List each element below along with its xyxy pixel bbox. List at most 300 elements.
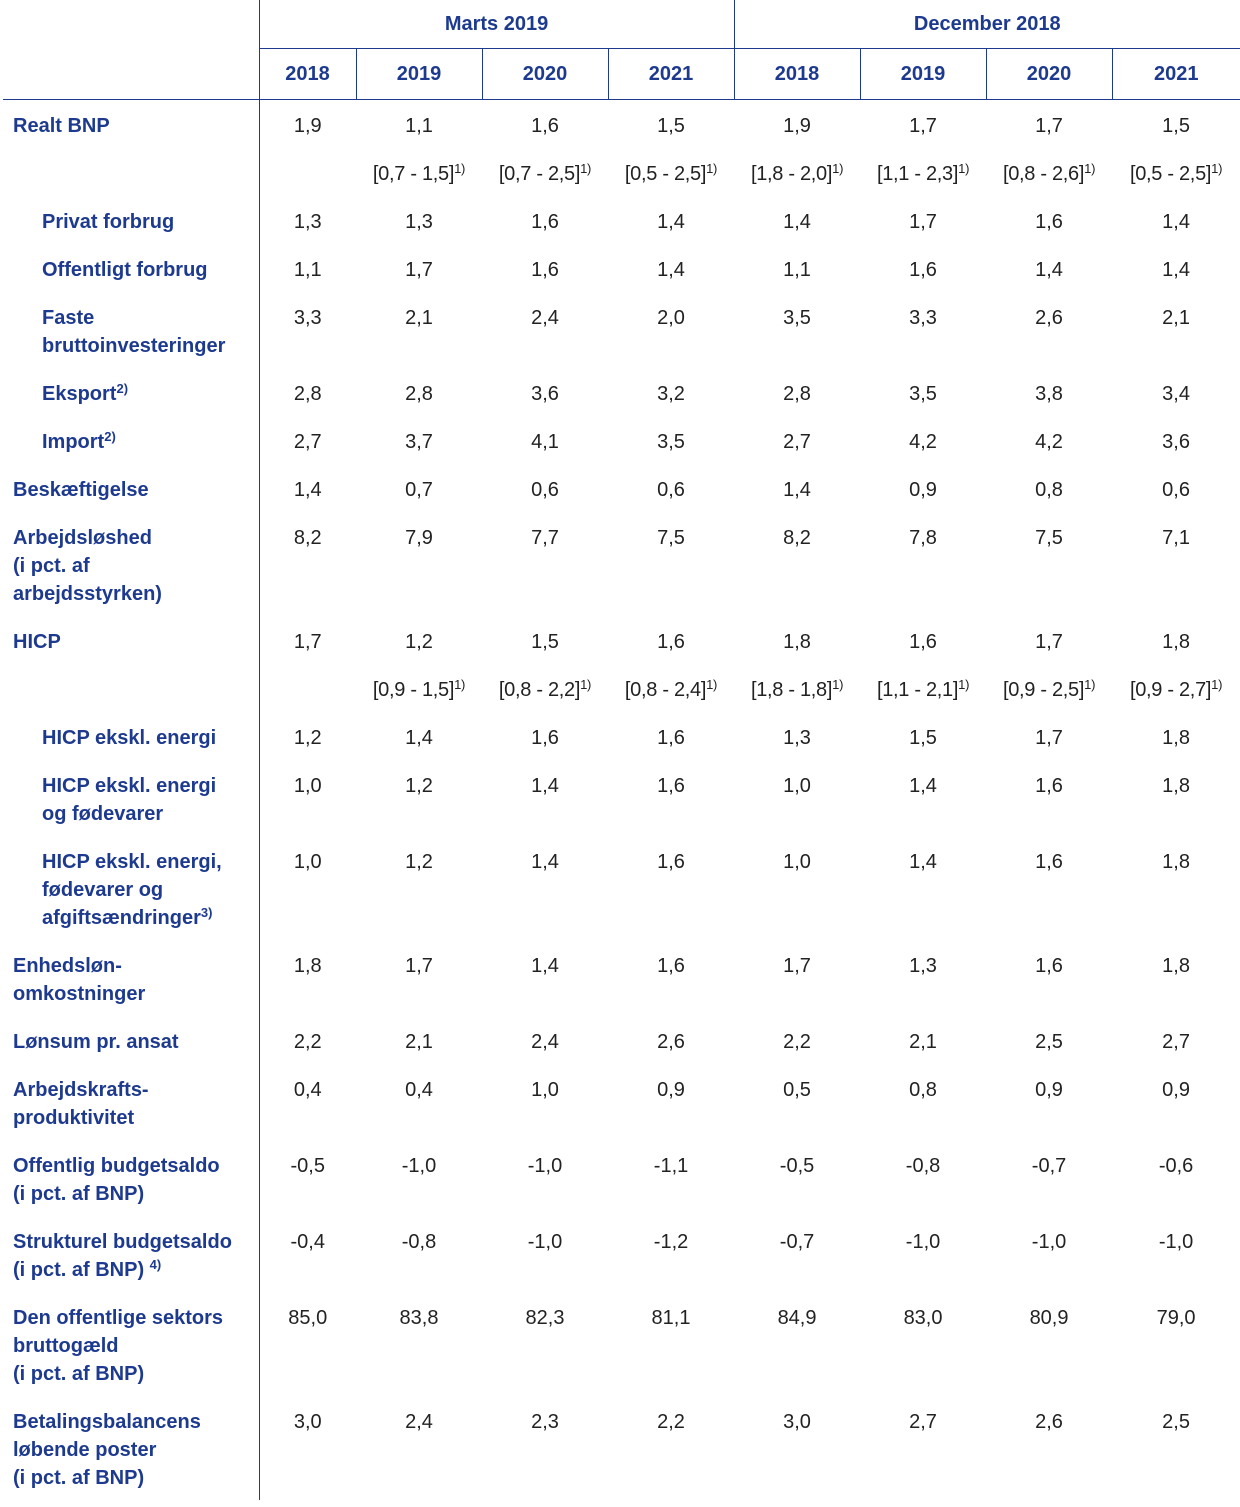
cell-text: 7,7	[531, 527, 559, 549]
row-label-line	[13, 1464, 259, 1492]
row-label	[3, 1064, 259, 1140]
row-label-line	[13, 1332, 259, 1360]
cell-text: 1,7	[293, 631, 322, 653]
value-cell	[608, 1064, 734, 1140]
row-label-text: HICP ekskl. energi,	[42, 851, 222, 873]
cell-text: 2,7	[909, 1411, 937, 1433]
cell-text: -0,4	[290, 1231, 325, 1253]
table-row	[3, 292, 1240, 368]
value-cell	[986, 1396, 1112, 1500]
value-cell	[734, 196, 860, 244]
interval-cell	[356, 664, 482, 712]
cell-text: 4,1	[531, 431, 559, 453]
year-header: 2019	[860, 49, 986, 100]
row-label-line	[42, 304, 259, 332]
value-cell	[860, 196, 986, 244]
interval-cell	[986, 664, 1112, 712]
cell-text: [1,8 - 1,8]	[750, 679, 833, 701]
value-cell	[1112, 1216, 1240, 1292]
cell-text: [1,1 - 2,3]	[876, 163, 959, 185]
cell-text: 1,6	[909, 631, 937, 653]
footnote-marker: 1)	[1084, 677, 1096, 692]
cell-text: -1,0	[905, 1231, 941, 1253]
header-corner-lower	[3, 49, 259, 100]
cell-text: -1,1	[653, 1155, 689, 1177]
value-cell	[259, 1292, 356, 1396]
value-cell	[482, 760, 608, 836]
year-header: 2019	[356, 49, 482, 100]
value-cell	[986, 196, 1112, 244]
value-cell	[259, 368, 356, 416]
value-cell	[356, 1016, 482, 1064]
value-cell	[860, 368, 986, 416]
group-header-december-2018: December 2018	[734, 0, 1240, 49]
value-cell	[986, 712, 1112, 760]
cell-text: 1,4	[1162, 259, 1190, 281]
cell-text: 1,8	[1162, 851, 1190, 873]
row-label	[3, 100, 259, 149]
value-cell	[259, 100, 356, 149]
value-cell	[986, 1064, 1112, 1140]
value-cell	[608, 940, 734, 1016]
cell-text: 2,1	[405, 1031, 433, 1053]
value-cell	[1112, 836, 1240, 940]
cell-text: 1,7	[1035, 115, 1063, 137]
row-label	[3, 712, 259, 760]
value-cell	[734, 1216, 860, 1292]
value-cell	[608, 196, 734, 244]
value-cell	[482, 292, 608, 368]
row-label-line	[13, 1304, 259, 1332]
table-row	[3, 1064, 1240, 1140]
cell-text: 2,2	[657, 1411, 685, 1433]
cell-text: 1,4	[657, 211, 685, 233]
value-cell	[482, 940, 608, 1016]
value-cell	[734, 1016, 860, 1064]
cell-text: [0,9 - 2,5]	[1002, 679, 1085, 701]
table-row	[3, 512, 1240, 616]
value-cell	[860, 836, 986, 940]
cell-text: 1,8	[1162, 631, 1190, 653]
row-label-line	[13, 1436, 259, 1464]
row-label-text: Import	[42, 431, 105, 453]
cell-text: 1,4	[783, 479, 811, 501]
row-label-text: (i pct. af BNP)	[13, 1363, 145, 1385]
value-cell	[986, 616, 1112, 664]
cell-text: 1,6	[531, 727, 559, 749]
value-cell	[860, 416, 986, 464]
cell-text: 2,1	[405, 307, 433, 329]
row-label	[3, 368, 259, 416]
table-row	[3, 100, 1240, 149]
value-cell	[356, 1396, 482, 1500]
cell-text: 3,5	[657, 431, 685, 453]
year-header: 2018	[259, 49, 356, 100]
cell-text: 2,6	[657, 1031, 685, 1053]
cell-text: [0,8 - 2,2]	[498, 679, 581, 701]
value-cell	[482, 836, 608, 940]
table-row	[3, 760, 1240, 836]
cell-text: 1,8	[1162, 955, 1190, 977]
cell-text: 1,5	[1162, 115, 1190, 137]
cell-text: 84,9	[777, 1307, 817, 1329]
cell-text: 2,7	[783, 431, 811, 453]
row-label-text: (i pct. af	[13, 555, 90, 577]
interval-cell	[356, 148, 482, 196]
row-label-text: omkostninger	[13, 983, 146, 1005]
row-label-text: (i pct. af BNP)	[13, 1467, 145, 1489]
cell-text: 3,3	[909, 307, 937, 329]
year-header: 2020	[986, 49, 1112, 100]
cell-text: 1,4	[909, 775, 937, 797]
interval-cell	[1112, 148, 1240, 196]
cell-text: 1,4	[1162, 211, 1190, 233]
value-cell	[608, 1140, 734, 1216]
value-cell	[608, 616, 734, 664]
cell-text: [1,1 - 2,1]	[876, 679, 959, 701]
cell-text: -0,8	[905, 1155, 941, 1177]
row-label-line	[13, 1152, 259, 1180]
cell-text: 3,7	[405, 431, 433, 453]
value-cell	[608, 1216, 734, 1292]
row-label	[3, 940, 259, 1016]
value-cell	[1112, 464, 1240, 512]
row-label	[3, 1292, 259, 1396]
value-cell	[356, 616, 482, 664]
value-cell	[986, 292, 1112, 368]
cell-text: [0,9 - 1,5]	[372, 679, 455, 701]
value-cell	[986, 940, 1112, 1016]
cell-text: 0,9	[1162, 1079, 1190, 1101]
value-cell	[259, 1016, 356, 1064]
row-label-line	[42, 332, 259, 360]
cell-text: 1,6	[531, 115, 559, 137]
table-row	[3, 464, 1240, 512]
value-cell	[734, 712, 860, 760]
value-cell	[734, 836, 860, 940]
value-cell	[356, 1292, 482, 1396]
cell-text: 2,8	[405, 383, 433, 405]
cell-text: 1,6	[657, 631, 685, 653]
value-cell	[356, 712, 482, 760]
cell-text: 1,8	[1162, 727, 1190, 749]
cell-text: -0,5	[290, 1155, 325, 1177]
cell-text: 1,7	[1035, 727, 1063, 749]
cell-text: 79,0	[1156, 1307, 1196, 1329]
value-cell	[482, 512, 608, 616]
row-label-text: Enhedsløn-	[13, 955, 122, 977]
row-label-line	[13, 1360, 259, 1388]
interval-cell	[482, 148, 608, 196]
value-cell	[259, 416, 356, 464]
cell-text: 1,9	[293, 115, 322, 137]
footnote-marker: 1)	[706, 677, 718, 692]
value-cell	[734, 416, 860, 464]
table-row	[3, 712, 1240, 760]
interval-cell	[259, 664, 356, 712]
cell-text: 1,3	[405, 211, 433, 233]
cell-text: 1,0	[293, 775, 322, 797]
row-label-line	[13, 980, 259, 1008]
row-label-text: (i pct. af BNP)	[13, 1259, 150, 1281]
value-cell	[860, 1216, 986, 1292]
value-cell	[1112, 940, 1240, 1016]
value-cell	[986, 464, 1112, 512]
row-label	[3, 1016, 259, 1064]
cell-text: 4,2	[909, 431, 937, 453]
cell-text: 2,5	[1162, 1411, 1190, 1433]
cell-text: -1,0	[401, 1155, 437, 1177]
value-cell	[482, 712, 608, 760]
row-label-line	[13, 952, 259, 980]
cell-text: 81,1	[651, 1307, 691, 1329]
row-label-text: fødevarer og	[42, 879, 164, 901]
group-header-march-2019: Marts 2019	[259, 0, 734, 49]
footnote-marker: 1)	[832, 677, 844, 692]
row-label-text: (i pct. af BNP)	[13, 1183, 145, 1205]
value-cell	[1112, 368, 1240, 416]
cell-text: 4,2	[1035, 431, 1063, 453]
footnote-marker: 1)	[706, 161, 718, 176]
value-cell	[259, 1396, 356, 1500]
value-cell	[1112, 712, 1240, 760]
cell-text: -1,0	[1031, 1231, 1067, 1253]
value-cell	[259, 616, 356, 664]
value-cell	[1112, 1292, 1240, 1396]
row-label-text: Eksport	[42, 383, 117, 405]
value-cell	[608, 368, 734, 416]
cell-text: 0,5	[783, 1079, 811, 1101]
cell-text: 7,5	[1035, 527, 1063, 549]
table-row	[3, 1216, 1240, 1292]
cell-text: 80,9	[1029, 1307, 1069, 1329]
cell-text: -1,0	[527, 1231, 563, 1253]
value-cell	[1112, 616, 1240, 664]
table-row	[3, 244, 1240, 292]
footnote-marker: 1)	[580, 161, 592, 176]
value-cell	[356, 760, 482, 836]
row-label-line	[13, 1408, 259, 1436]
value-cell	[608, 292, 734, 368]
value-cell	[482, 1140, 608, 1216]
cell-text: 1,7	[909, 115, 937, 137]
row-label-text: Privat forbrug	[42, 211, 175, 233]
footnote-marker: 1)	[580, 677, 592, 692]
interval-cell	[1112, 664, 1240, 712]
cell-text: 7,5	[657, 527, 685, 549]
interval-cell	[860, 148, 986, 196]
row-label	[3, 148, 259, 196]
value-cell	[259, 1140, 356, 1216]
header-corner	[3, 0, 259, 49]
footnote-marker: 4)	[149, 1257, 162, 1272]
footnote-marker: 1)	[454, 161, 466, 176]
value-cell	[1112, 1016, 1240, 1064]
year-header: 2020	[482, 49, 608, 100]
row-label-text: arbejdsstyrken)	[13, 583, 162, 605]
cell-text: 1,6	[531, 259, 559, 281]
value-cell	[860, 760, 986, 836]
value-cell	[986, 1216, 1112, 1292]
row-label	[3, 1140, 259, 1216]
cell-text: 0,9	[1035, 1079, 1063, 1101]
row-label-text: og fødevarer	[42, 803, 164, 825]
row-label-text: Beskæftigelse	[13, 479, 149, 501]
cell-text: 3,6	[1162, 431, 1190, 453]
cell-text: 3,0	[293, 1411, 322, 1433]
row-label-text: Offentligt forbrug	[42, 259, 208, 281]
cell-text: 1,0	[783, 851, 811, 873]
value-cell	[1112, 1064, 1240, 1140]
cell-text: 2,4	[531, 307, 559, 329]
value-cell	[259, 1064, 356, 1140]
value-cell	[356, 1216, 482, 1292]
value-cell	[734, 464, 860, 512]
value-cell	[986, 100, 1112, 149]
interval-row	[3, 664, 1240, 712]
row-label-text: Offentlig budgetsaldo	[13, 1155, 220, 1177]
value-cell	[608, 244, 734, 292]
value-cell	[608, 100, 734, 149]
table-row	[3, 416, 1240, 464]
cell-text: -0,5	[779, 1155, 815, 1177]
row-label	[3, 616, 259, 664]
cell-text: 1,6	[909, 259, 937, 281]
table-row	[3, 940, 1240, 1016]
value-cell	[860, 292, 986, 368]
cell-text: 1,1	[405, 115, 433, 137]
cell-text: 1,4	[531, 851, 559, 873]
row-label	[3, 664, 259, 712]
cell-text: [1,8 - 2,0]	[750, 163, 833, 185]
value-cell	[860, 1140, 986, 1216]
year-header-row	[3, 49, 1240, 100]
cell-text: 85,0	[288, 1307, 328, 1329]
cell-text: 2,7	[1162, 1031, 1190, 1053]
cell-text: 1,6	[1035, 211, 1063, 233]
cell-text: -1,0	[527, 1155, 563, 1177]
cell-text: [0,5 - 2,5]	[624, 163, 707, 185]
value-cell	[356, 100, 482, 149]
cell-text: 3,0	[783, 1411, 811, 1433]
year-header: 2018	[734, 49, 860, 100]
row-label-line	[13, 1256, 259, 1284]
cell-text: -0,7	[1031, 1155, 1067, 1177]
cell-text: 1,4	[657, 259, 685, 281]
value-cell	[259, 292, 356, 368]
row-label	[3, 292, 259, 368]
value-cell	[482, 196, 608, 244]
cell-text: 2,1	[909, 1031, 937, 1053]
value-cell	[734, 512, 860, 616]
footnote-marker: 1)	[1211, 161, 1223, 176]
table-row	[3, 836, 1240, 940]
value-cell	[356, 244, 482, 292]
value-cell	[356, 292, 482, 368]
value-cell	[259, 244, 356, 292]
row-label-text: løbende poster	[13, 1439, 157, 1461]
value-cell	[986, 512, 1112, 616]
cell-text: 0,4	[405, 1079, 433, 1101]
value-cell	[860, 464, 986, 512]
cell-text: 3,6	[531, 383, 559, 405]
value-cell	[734, 100, 860, 149]
value-cell	[356, 464, 482, 512]
value-cell	[608, 836, 734, 940]
cell-text: 2,4	[405, 1411, 433, 1433]
cell-text: 1,7	[783, 955, 811, 977]
value-cell	[356, 416, 482, 464]
value-cell	[482, 100, 608, 149]
cell-text: 2,1	[1162, 307, 1190, 329]
row-label-line	[42, 848, 259, 876]
interval-cell	[986, 148, 1112, 196]
cell-text: 1,6	[657, 851, 685, 873]
value-cell	[259, 512, 356, 616]
group-header-row	[3, 0, 1240, 49]
value-cell	[259, 760, 356, 836]
cell-text: 3,8	[1035, 383, 1063, 405]
footnote-marker: 1)	[454, 677, 466, 692]
value-cell	[860, 244, 986, 292]
cell-text: -1,0	[1158, 1231, 1194, 1253]
value-cell	[734, 760, 860, 836]
cell-text: 2,6	[1035, 307, 1063, 329]
cell-text: 1,7	[909, 211, 937, 233]
row-label-text: bruttogæld	[13, 1335, 119, 1357]
projections-table	[3, 0, 1240, 1500]
cell-text: 8,2	[783, 527, 811, 549]
value-cell	[482, 1216, 608, 1292]
value-cell	[860, 1292, 986, 1396]
value-cell	[734, 1140, 860, 1216]
cell-text: 1,4	[783, 211, 811, 233]
cell-text: -1,2	[653, 1231, 689, 1253]
row-label-text: HICP ekskl. energi	[42, 775, 217, 797]
row-label	[3, 1216, 259, 1292]
table-row	[3, 616, 1240, 664]
row-label	[3, 512, 259, 616]
value-cell	[734, 940, 860, 1016]
row-label-text: produktivitet	[13, 1107, 135, 1129]
value-cell	[1112, 760, 1240, 836]
row-label-text: Betalingsbalancens	[13, 1411, 201, 1433]
cell-text: 1,6	[1035, 775, 1063, 797]
table-row	[3, 1396, 1240, 1500]
row-label-line	[13, 1104, 259, 1132]
row-label-text: Den offentlige sektors	[13, 1307, 224, 1329]
cell-text: 3,5	[909, 383, 937, 405]
value-cell	[734, 1292, 860, 1396]
cell-text: 0,9	[657, 1079, 685, 1101]
value-cell	[860, 616, 986, 664]
cell-text: [0,9 - 2,7]	[1129, 679, 1212, 701]
value-cell	[356, 196, 482, 244]
value-cell	[608, 1292, 734, 1396]
table-row	[3, 1292, 1240, 1396]
row-label-line	[13, 1180, 259, 1208]
value-cell	[356, 368, 482, 416]
interval-cell	[734, 664, 860, 712]
value-cell	[1112, 416, 1240, 464]
value-cell	[860, 1016, 986, 1064]
value-cell	[259, 940, 356, 1016]
year-header: 2021	[1112, 49, 1240, 100]
value-cell	[482, 416, 608, 464]
value-cell	[356, 940, 482, 1016]
row-label-line	[13, 580, 259, 608]
value-cell	[482, 1396, 608, 1500]
